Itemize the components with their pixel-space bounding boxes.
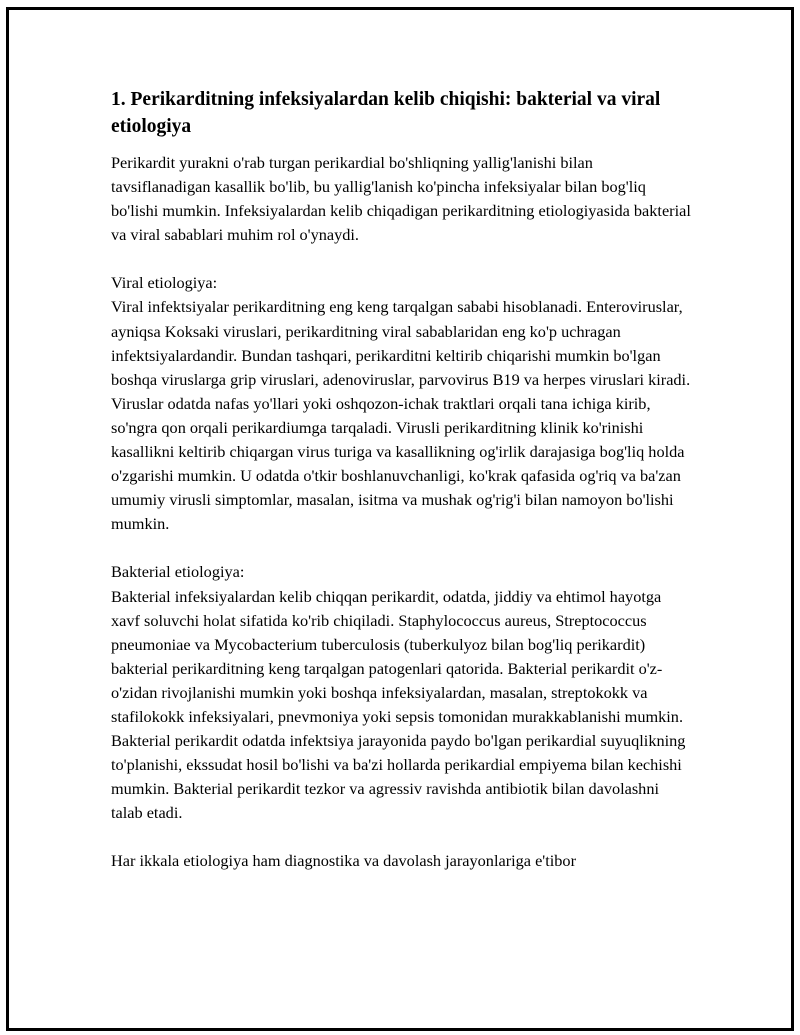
viral-section-title: Viral etiologiya: <box>111 273 218 293</box>
closing-paragraph: Har ikkala etiologiya ham diagnostika va davolash jarayonlariga e'tibor <box>111 851 576 871</box>
intro-paragraph: Perikardit yurakni o'rab turgan perikardial bo'shliqning yallig'lanishi bilan tavsiflanadigan kasallik bo'lib, bu yallig'lanish ko'pincha infeksiyalar bilan bog'liq bo'lishi mumkin. Infeksiyalardan kelib chiqadigan perikarditning etiologiyasida bakterial va viral sabablari muhim rol o'ynaydi. <box>111 153 691 245</box>
section-heading: 1. Perikarditning infeksiyalardan kelib chiqishi: bakterial va viral etiologiya <box>111 89 661 137</box>
bacterial-section-title: Bakterial etiologiya: <box>111 562 245 582</box>
viral-section <box>111 271 691 536</box>
document-body <box>111 86 691 898</box>
bacterial-section-text: Bakterial infeksiyalardan kelib chiqqan perikardit, odatda, jiddiy va ehtimol hayotga xavf soluvchi holat sifatida ko'rib chiqiladi. Staphylococcus aureus, Streptococcus pneumoniae va Mycobacterium tuberculosis (tuberkulyoz bilan bog'liq perikardit) bakterial perikarditning keng tarqalgan patogenlari qatorida. Bakterial perikardit o'z-o'zidan rivojlanishi mumkin yoki boshqa infeksiyalardan, masalan, streptokokk va stafilokokk infeksiyalari, pnevmoniya yoki sepsis tomonidan murakkablanishi mumkin. Bakterial perikardit odatda infektsiya jarayonida paydo bo'lgan perikardial suyuqlikning to'planishi, ekssudat hosil bo'lishi va ba'zi hollarda perikardial empiyema bilan kechishi mumkin. Bakterial perikardit tezkor va agressiv ravishda antibiotik bilan davolashni talab etadi. <box>111 586 686 823</box>
viral-section-text: Viral infektsiyalar perikarditning eng keng tarqalgan sababi hisoblanadi. Enteroviruslar, ayniqsa Koksaki viruslari, perikarditning viral sabablaridan eng ko'p uchragan infektsiyalardandir. Bundan tashqari, perikarditni keltirib chiqarishi mumkin bo'lgan boshqa viruslarga grip viruslari, adenoviruslar, parvovirus B19 va herpes viruslari kiradi. Viruslar odatda nafas yo'llari yoki oshqozon-ichak traktlari orqali tana ichiga kirib, so'ngra qon orqali perikardiumga tarqaladi. Virusli perikarditning klinik ko'rinishi kasallikni keltirib chiqargan virus turiga va kasallikning og'irlik darajasiga bog'liq holda o'zgarishi mumkin. U odatda o'tkir boshlanuvchanligi, ko'krak qafasida og'riq va ba'zan umumiy virusli simptomlar, masalan, isitma va mushak og'rig'i bilan namoyon bo'lishi mumkin. <box>111 297 691 534</box>
bacterial-section <box>111 560 691 825</box>
